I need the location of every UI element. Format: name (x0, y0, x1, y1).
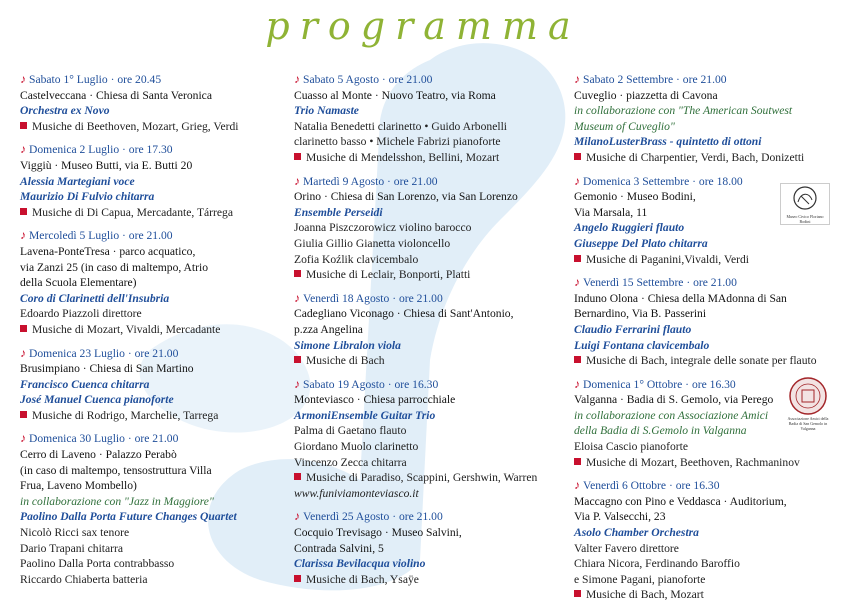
concert-date-time (294, 72, 556, 88)
concert-entry (294, 174, 556, 283)
performer-detail (294, 455, 556, 471)
column-august (294, 72, 556, 595)
music-note-icon: ♪ (294, 173, 300, 188)
line-text: Paolino Dalla Porta Future Changes Quartet (20, 510, 237, 524)
concert-date-text: Venerdì 25 Agosto · ore 21.00 (303, 510, 443, 524)
concert-venue (20, 478, 275, 494)
concert-date-text: Domenica 2 Luglio · ore 17.30 (29, 143, 173, 157)
line-text: Claudio Ferrarini flauto (574, 322, 692, 336)
performer-name (574, 322, 830, 338)
performer-detail (20, 541, 275, 557)
concert-venue (294, 88, 556, 104)
line-text: Palma di Gaetano flauto (294, 424, 407, 438)
bullet-square-icon (20, 208, 27, 215)
concert-date-time (20, 72, 275, 88)
line-text: e Simone Pagani, pianoforte (574, 572, 706, 586)
concert-date-text: Venerdì 18 Agosto · ore 21.00 (303, 291, 443, 305)
concert-venue (294, 525, 556, 541)
concert-entry (20, 431, 275, 587)
concert-date-text: Domenica 1° Ottobre · ore 16.30 (583, 377, 736, 391)
line-text: in collaborazione con Associazione Amici (574, 408, 769, 422)
line-text: Cadegliano Viconago · Chiesa di Sant'Antonio, (294, 307, 514, 321)
concert-date-time (294, 377, 556, 393)
performer-detail (294, 134, 556, 150)
line-text: Cuveglio · piazzetta di Cavona (574, 88, 718, 102)
concert-venue (20, 361, 275, 377)
column-september-october (574, 72, 830, 611)
line-text: Orchestra ex Novo (20, 104, 110, 118)
repertoire (20, 205, 275, 221)
line-text: Cuasso al Monte · Nuovo Teatro, via Roma (294, 88, 496, 102)
line-text: Zofia Koźlik clavicembalo (294, 252, 419, 266)
music-note-icon: ♪ (574, 173, 580, 188)
line-text: Monteviasco · Chiesa parrocchiale (294, 393, 456, 407)
line-text: Francisco Cuenca chitarra (20, 377, 150, 391)
concert-date-text: Venerdì 6 Ottobre · ore 16.30 (583, 479, 720, 493)
line-text: Viggiù · Museo Butti, via E. Butti 20 (20, 158, 193, 172)
line-text: Alessia Martegiani voce (20, 174, 135, 188)
line-text: Luigi Fontana clavicembalo (574, 338, 710, 352)
concert-venue (294, 541, 556, 557)
column-july (20, 72, 275, 595)
line-text: Gemonio · Museo Bodini, (574, 190, 696, 204)
repertoire (294, 150, 556, 166)
concert-entry (20, 72, 275, 134)
performer-name (574, 134, 830, 150)
line-text: Riccardo Chiaberta batteria (20, 572, 148, 586)
line-text: Musiche di Di Capua, Mercadante, Tárrega (32, 205, 233, 219)
performer-detail (294, 423, 556, 439)
concert-date-time (574, 478, 830, 494)
line-text: (in caso di maltempo, tensostruttura Villa (20, 463, 212, 477)
performer-detail (20, 572, 275, 588)
concert-venue (20, 158, 275, 174)
concert-date-text: Domenica 3 Settembre · ore 18.00 (583, 174, 743, 188)
line-text: Maccagno con Pino e Veddasca · Auditorium, (574, 494, 787, 508)
concert-entry (20, 228, 275, 337)
performer-detail (294, 119, 556, 135)
music-note-icon: ♪ (294, 376, 300, 391)
concert-date-time (20, 142, 275, 158)
repertoire (294, 470, 556, 486)
concert-venue (20, 260, 275, 276)
line-text: Musiche di Mendelsshon, Bellini, Mozart (306, 150, 500, 164)
concert-date-time (574, 275, 830, 291)
line-text: Clarissa Bevilacqua violino (294, 557, 426, 571)
performer-detail (20, 556, 275, 572)
line-text: Angelo Ruggieri flauto (574, 221, 685, 235)
line-text: in collaborazione con "The American Soutwest (574, 104, 793, 118)
museo-bodini-caption: Museo Civico Floriano Bodini (786, 214, 824, 224)
performer-detail (20, 306, 275, 322)
concert-date-time (20, 431, 275, 447)
line-text: Nicolò Ricci sax tenore (20, 526, 130, 540)
performer-detail (294, 236, 556, 252)
concert-date-time (20, 346, 275, 362)
performer-detail (20, 525, 275, 541)
concert-date-text: Domenica 23 Luglio · ore 21.00 (29, 346, 179, 360)
line-text: Castelveccana · Chiesa di Santa Veronica (20, 88, 212, 102)
concert-date-text: Venerdì 15 Settembre · ore 21.00 (583, 276, 737, 290)
concert-date-text: Sabato 1° Luglio · ore 20.45 (29, 73, 162, 86)
concert-entry (574, 72, 830, 166)
concert-entry (294, 291, 556, 369)
line-text: Trio Namaste (294, 104, 359, 118)
concert-venue (574, 509, 830, 525)
line-text: Musiche di Bach, integrale delle sonate per flauto (586, 354, 817, 368)
line-text: Musiche di Bach, Ysaÿe (306, 572, 419, 586)
line-text: p.zza Angelina (294, 322, 363, 336)
line-text: Musiche di Paganini,Vivaldi, Verdi (586, 252, 749, 266)
line-text: Maurizio Di Fulvio chitarra (20, 190, 155, 204)
repertoire (574, 252, 830, 268)
line-text: Simone Libralon viola (294, 338, 401, 352)
concert-date-time (20, 228, 275, 244)
performer-name (20, 174, 275, 190)
line-text: Musiche di Mozart, Beethoven, Rachmaninov (586, 455, 800, 469)
music-note-icon: ♪ (20, 142, 26, 157)
line-text: Induno Olona · Chiesa della MAdonna di San (574, 291, 787, 305)
music-note-icon: ♪ (20, 228, 26, 243)
bullet-square-icon (294, 473, 301, 480)
badia-gemolo-logo (786, 376, 830, 431)
performer-detail (574, 572, 830, 588)
concert-date-text: Martedì 9 Agosto · ore 21.00 (303, 174, 438, 188)
bullet-square-icon (294, 356, 301, 363)
line-text: Joanna Piszczorowicz violino barocco (294, 221, 472, 235)
line-text: Eloisa Cascio pianoforte (574, 440, 688, 454)
line-text: José Manuel Cuenca pianoforte (20, 393, 174, 407)
line-text: Coro di Clarinetti dell'Insubria (20, 291, 170, 305)
line-text: Dario Trapani chitarra (20, 541, 124, 555)
line-text: Musiche di Bach, Mozart (586, 588, 704, 602)
bullet-square-icon (574, 356, 581, 363)
line-text: Musiche di Bach (306, 354, 385, 368)
music-note-icon: ♪ (574, 72, 580, 86)
line-text: Musiche di Leclair, Bonporti, Platti (306, 268, 471, 282)
line-text: Vincenzo Zecca chitarra (294, 455, 407, 469)
concert-venue (574, 291, 830, 307)
music-note-icon: ♪ (574, 376, 580, 391)
music-note-icon: ♪ (20, 345, 26, 360)
bullet-square-icon (294, 270, 301, 277)
bullet-square-icon (294, 153, 301, 160)
bullet-square-icon (574, 153, 581, 160)
line-text: Contrada Salvini, 5 (294, 541, 384, 555)
repertoire (574, 587, 830, 603)
music-note-icon: ♪ (294, 290, 300, 305)
repertoire (574, 150, 830, 166)
performer-name (20, 189, 275, 205)
line-text: via Zanzi 25 (in caso di maltempo, Atrio (20, 260, 209, 274)
line-text: Lavena-PonteTresa · parco acquatico, (20, 244, 196, 258)
concert-date-text: Domenica 30 Luglio · ore 21.00 (29, 432, 179, 446)
concert-venue (574, 306, 830, 322)
concert-venue (574, 88, 830, 104)
concert-venue (294, 322, 556, 338)
concert-entry (20, 142, 275, 220)
collaboration-note (574, 103, 830, 119)
performer-name (20, 509, 275, 525)
line-text: Edoardo Piazzoli direttore (20, 307, 142, 321)
bullet-square-icon (574, 458, 581, 465)
line-text: Musiche di Paradiso, Scappini, Gershwin, Warren (306, 471, 538, 485)
bullet-square-icon (20, 325, 27, 332)
line-text: Musiche di Beethoven, Mozart, Grieg, Verdi (32, 119, 239, 133)
repertoire (294, 267, 556, 283)
performer-name (574, 236, 830, 252)
line-text: Musiche di Mozart, Vivaldi, Mercadante (32, 322, 221, 336)
website-link[interactable] (294, 486, 556, 502)
performer-name (20, 103, 275, 119)
concert-venue (20, 463, 275, 479)
performer-name (294, 205, 556, 221)
concert-date-time (294, 291, 556, 307)
concert-venue (20, 447, 275, 463)
concert-date-text: Sabato 19 Agosto · ore 16.30 (303, 377, 439, 391)
performer-name (294, 556, 556, 572)
line-text: Musiche di Charpentier, Verdi, Bach, Donizetti (586, 150, 805, 164)
line-text: Orino · Chiesa di San Lorenzo, via San Lorenzo (294, 190, 518, 204)
repertoire (294, 353, 556, 369)
concert-date-text: Sabato 2 Settembre · ore 21.00 (583, 73, 727, 86)
performer-name (574, 338, 830, 354)
line-text: Cocquio Trevisago · Museo Salvini, (294, 526, 462, 540)
bullet-square-icon (20, 122, 27, 129)
line-text: Paolino Dalla Porta contrabbasso (20, 557, 175, 571)
line-text: Musiche di Rodrigo, Marchelie, Tarrega (32, 408, 219, 422)
performer-detail (294, 252, 556, 268)
line-text: Giuseppe Del Plato chitarra (574, 236, 708, 250)
bullet-square-icon (294, 575, 301, 582)
concert-entry (294, 509, 556, 587)
line-text: Valganna · Badia di S. Gemolo, via Perego (574, 393, 774, 407)
bullet-square-icon (20, 411, 27, 418)
line-text: Giulia Gillio Gianetta violoncello (294, 236, 451, 250)
music-note-icon: ♪ (574, 275, 580, 290)
line-text: Cerro di Laveno · Palazzo Perabò (20, 448, 177, 462)
repertoire (294, 572, 556, 588)
line-text: Natalia Benedetti clarinetto • Guido Arbonelli (294, 119, 508, 133)
concert-entry (20, 346, 275, 424)
bullet-square-icon (574, 590, 581, 597)
badia-gemolo-caption: Associazione Amici della Badia di San Gemolo in Valganna (787, 416, 829, 431)
line-text: Valter Favero direttore (574, 541, 679, 555)
concert-entry (574, 478, 830, 603)
concert-entry (294, 377, 556, 502)
performer-name (20, 392, 275, 408)
museo-bodini-logo (780, 183, 830, 225)
performer-name (20, 291, 275, 307)
concert-venue (574, 494, 830, 510)
concert-entry (294, 72, 556, 166)
music-note-icon: ♪ (294, 72, 300, 86)
concert-date-text: Sabato 5 Agosto · ore 21.00 (303, 73, 433, 86)
repertoire (20, 408, 275, 424)
music-note-icon: ♪ (294, 509, 300, 524)
performer-detail (574, 541, 830, 557)
line-text: Via Marsala, 11 (574, 205, 648, 219)
concert-entry (574, 275, 830, 369)
repertoire (20, 322, 275, 338)
performer-detail (294, 439, 556, 455)
music-note-icon: ♪ (20, 431, 26, 446)
line-text: MilanoLusterBrass - quintetto di ottoni (574, 135, 762, 149)
line-text: Chiara Nicora, Ferdinando Baroffio (574, 557, 740, 571)
line-text: Giordano Muolo clarinetto (294, 440, 419, 454)
line-text: della Scuola Elementare) (20, 276, 137, 290)
line-text: Ensemble Perseidi (294, 205, 383, 219)
concert-date-time (294, 174, 556, 190)
concert-venue (294, 306, 556, 322)
performer-detail (574, 556, 830, 572)
line-text: in collaborazione con "Jazz in Maggiore" (20, 494, 214, 508)
performer-name (294, 408, 556, 424)
line-text: clarinetto basso • Michele Fabrizi pianoforte (294, 135, 501, 149)
line-text: Brusimpiano · Chiesa di San Martino (20, 362, 194, 376)
collaboration-note (574, 119, 830, 135)
music-note-icon: ♪ (574, 478, 580, 493)
performer-detail (574, 439, 830, 455)
concert-venue (20, 244, 275, 260)
music-note-icon: ♪ (20, 72, 26, 86)
performer-name (294, 338, 556, 354)
performer-detail (294, 220, 556, 236)
repertoire (574, 455, 830, 471)
line-text: Museum of Cuveglio" (574, 119, 675, 133)
concert-date-time (574, 72, 830, 88)
line-text: della Badia di S.Gemolo in Valganna (574, 424, 747, 438)
concert-date-time (294, 509, 556, 525)
concert-venue (20, 88, 275, 104)
bullet-square-icon (574, 255, 581, 262)
concert-venue (20, 275, 275, 291)
concert-date-text: Mercoledì 5 Luglio · ore 21.00 (29, 229, 173, 243)
performer-name (574, 525, 830, 541)
line-text: ArmoniEnsemble Guitar Trio (294, 408, 436, 422)
performer-name (294, 103, 556, 119)
line-text: Bernardino, Via B. Passerini (574, 307, 707, 321)
line-text: Frua, Laveno Mombello) (20, 479, 137, 493)
concert-venue (294, 189, 556, 205)
repertoire (20, 119, 275, 135)
concert-venue (294, 392, 556, 408)
performer-name (20, 377, 275, 393)
page-title: programma (265, 4, 581, 48)
repertoire (574, 353, 830, 369)
line-text: Asolo Chamber Orchestra (574, 526, 699, 540)
line-text[interactable]: www.funiviamonteviasco.it (294, 486, 419, 500)
collaboration-note (20, 494, 275, 510)
line-text: Via P. Valsecchi, 23 (574, 510, 666, 524)
